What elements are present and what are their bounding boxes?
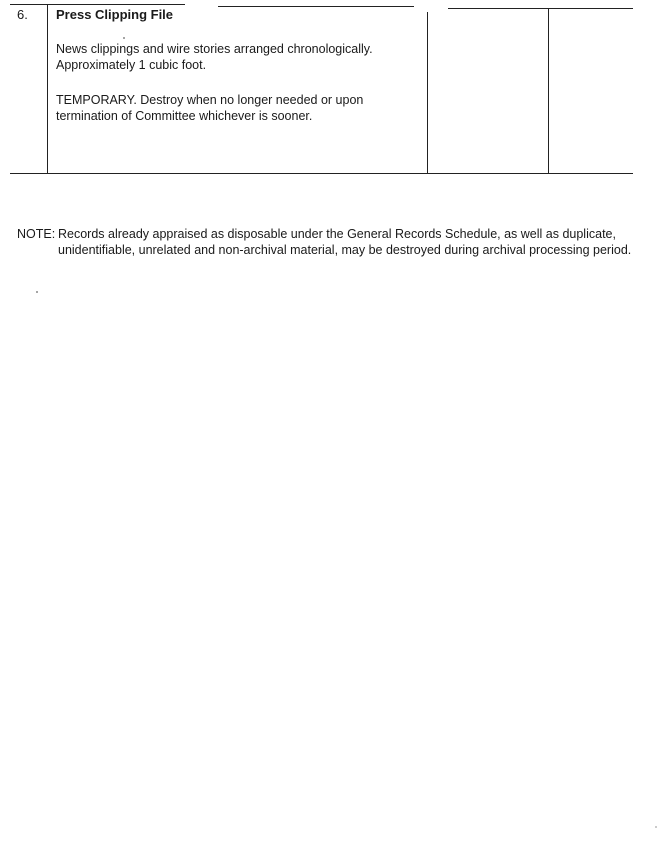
item-disposition-text: TEMPORARY. Destroy when no longer needed or upon termination of Committee whichever is sooner. (56, 93, 364, 123)
note-text: Records already appraised as disposable under the General Records Schedule, as well as duplicate, unidentifiable, unrelated and non-archival material, may be destroyed during archival processing period. (58, 227, 632, 257)
column-divider-extra (548, 8, 549, 174)
item-description (56, 41, 416, 73)
column-divider-number (47, 4, 48, 174)
top-rule-right (448, 8, 633, 9)
scan-speck (655, 826, 657, 828)
item-description-line: News clippings and wire stories arranged chronologically. (56, 42, 373, 56)
top-rule-middle (218, 6, 414, 7)
item-description-line: Approximately 1 cubic foot. (56, 58, 207, 72)
item-number: 6. (17, 7, 28, 22)
table-bottom-rule (10, 173, 633, 174)
top-rule-left (10, 4, 185, 5)
item-disposition (56, 92, 426, 124)
note-label: NOTE: (17, 227, 56, 241)
item-title: Press Clipping File (56, 7, 174, 22)
scan-speck (123, 37, 125, 39)
column-divider-description (427, 12, 428, 174)
scan-speck (36, 291, 38, 293)
